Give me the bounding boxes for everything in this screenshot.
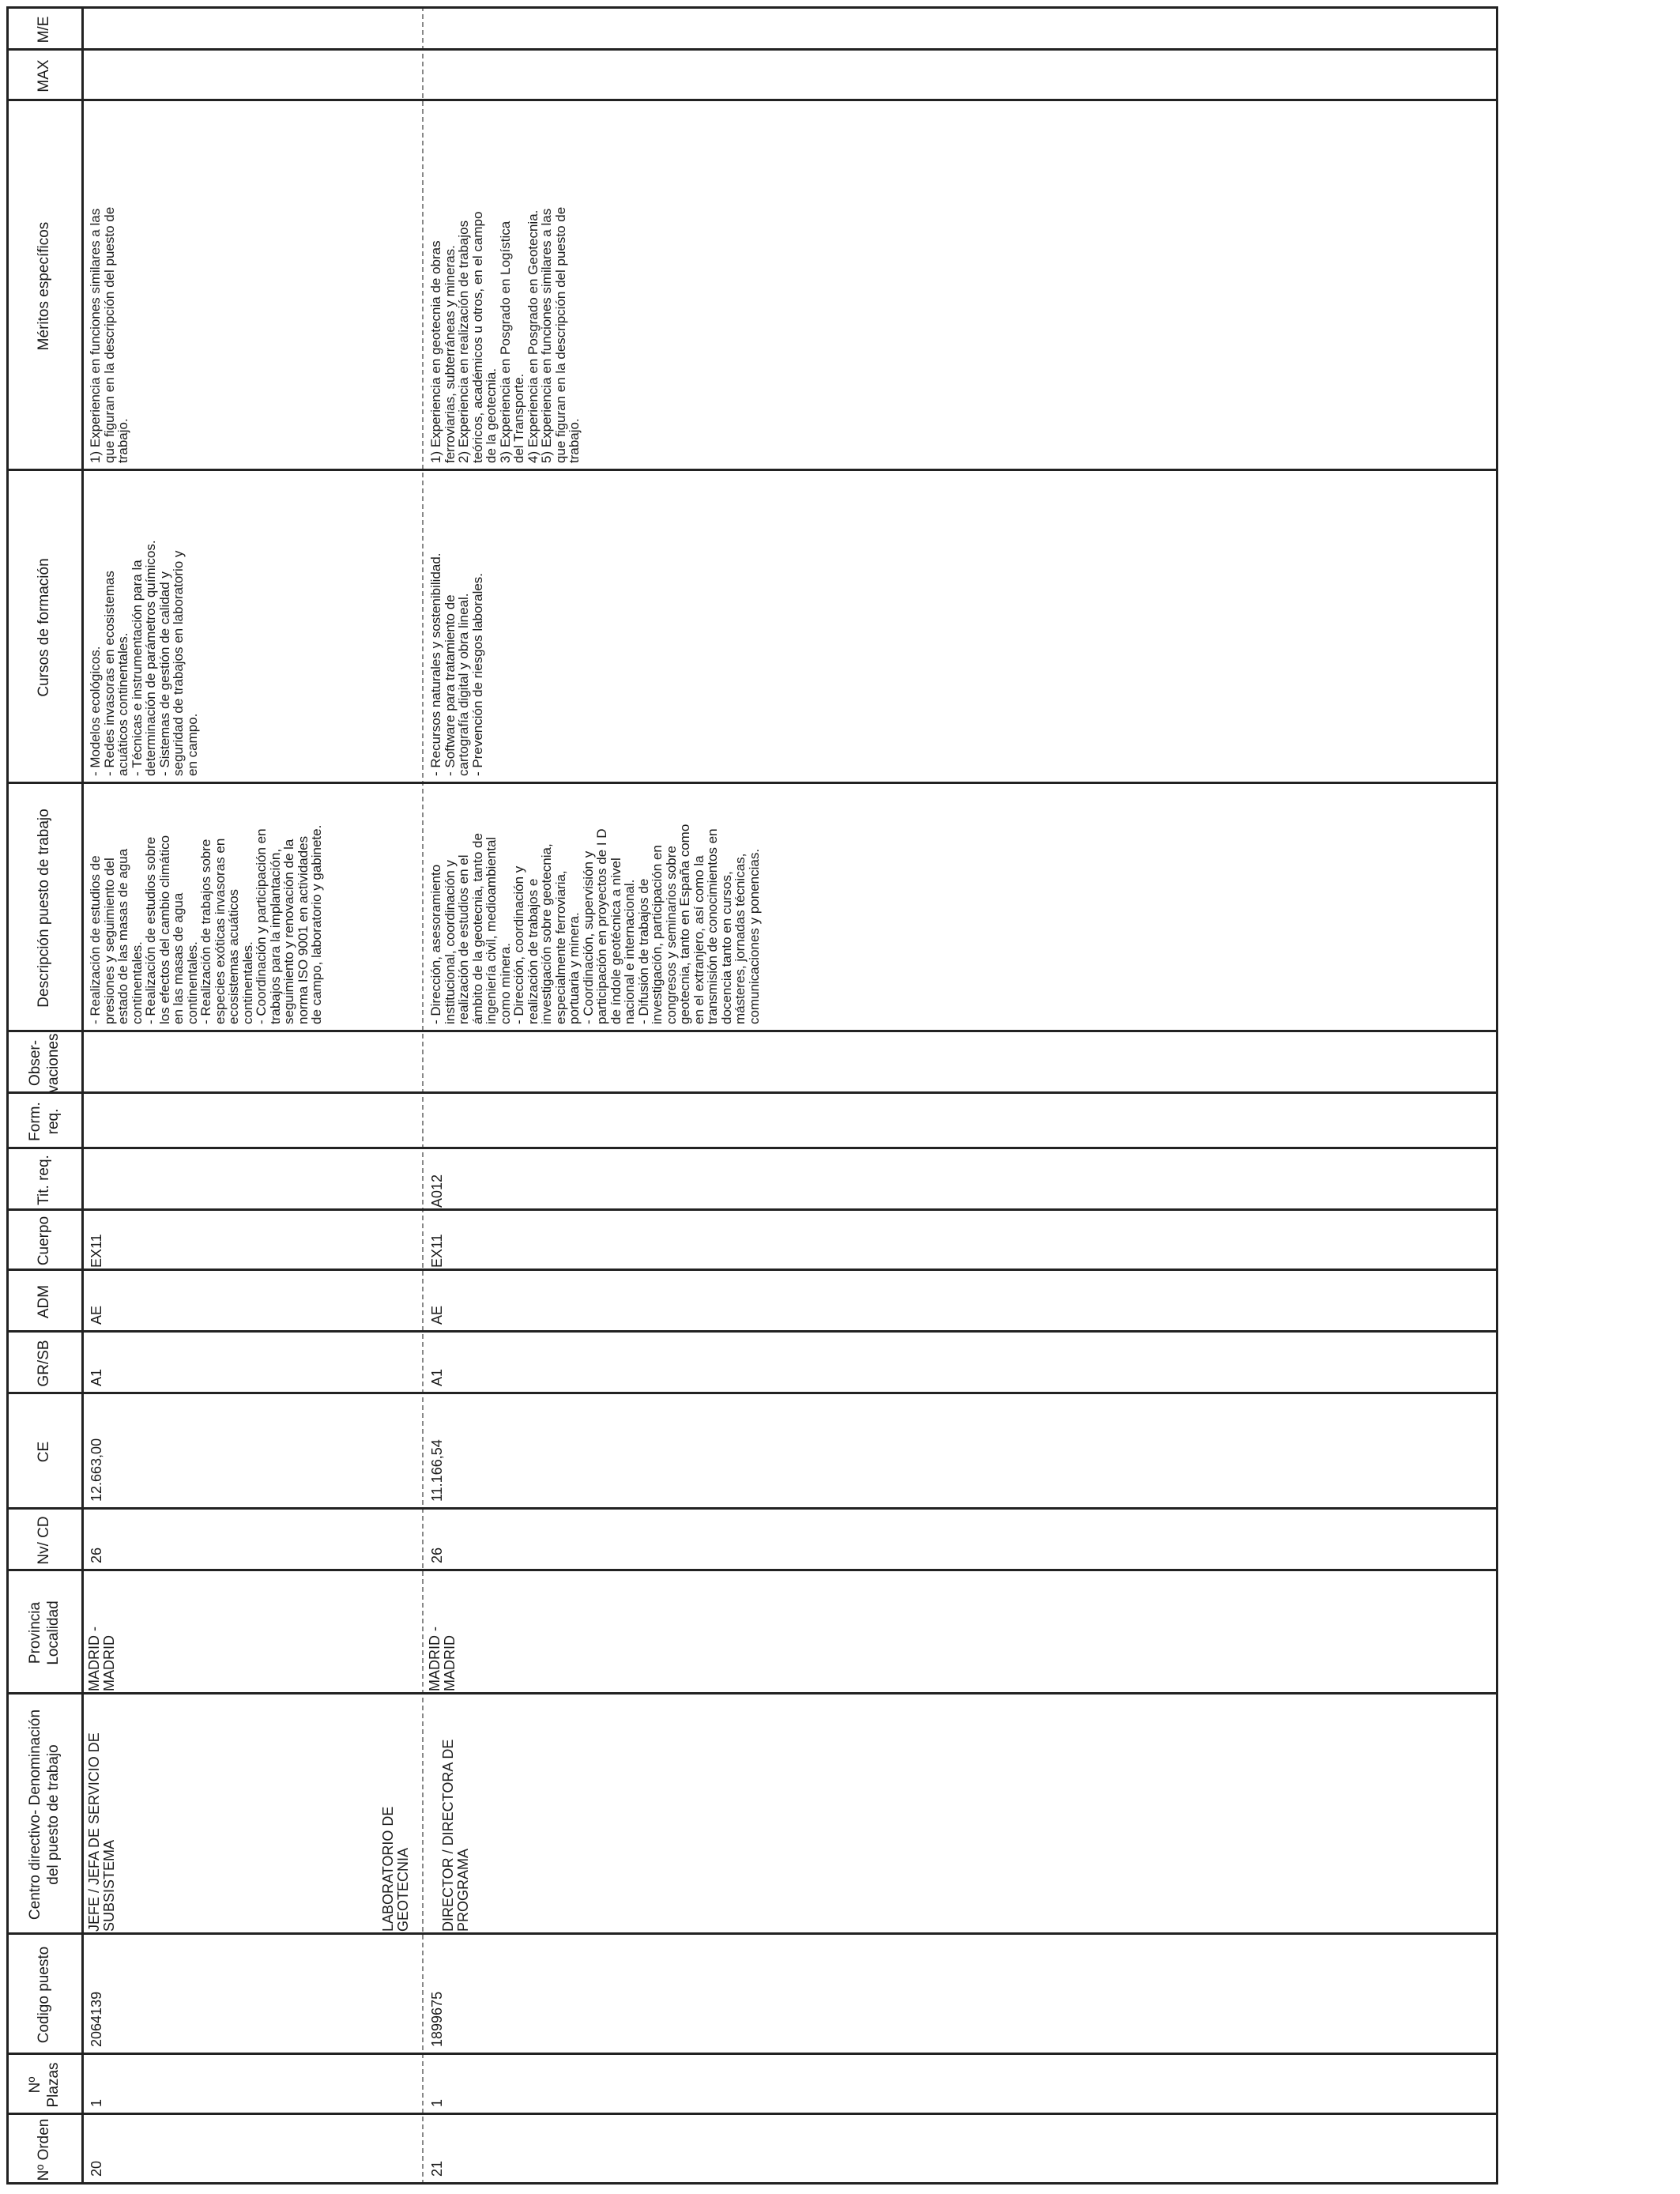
header-centro: Centro directivo- Denominación del puesto de trabajo — [26, 1709, 62, 1921]
header-provincia: Provincia Localidad — [26, 1600, 62, 1665]
header-titulacion: Tit. req. — [36, 1155, 52, 1205]
cell-provincia: MADRID - MADRID — [427, 1627, 458, 1691]
cell-adm: AE — [89, 1305, 104, 1325]
cell-centro: DIRECTOR / DIRECTORA DE PROGRAMA — [440, 1739, 471, 1932]
vacancy-table — [6, 6, 1498, 2185]
cell-grupo: A1 — [89, 1368, 104, 1386]
cell-orden: 20 — [89, 2160, 104, 2177]
cell-centro: JEFE / JEFA DE SERVICIO DE SUBSISTEMA — [86, 1732, 117, 1932]
cell-titulacion: A012 — [429, 1174, 445, 1208]
header-me: M/E — [36, 16, 52, 43]
cell-me — [424, 9, 1496, 51]
cell-max — [424, 51, 1496, 101]
cell-titulacion — [84, 1149, 422, 1211]
cell-centro-unit: LABORATORIO DE GEOTECNIA — [380, 1806, 411, 1932]
cell-orden: 21 — [429, 2160, 445, 2177]
cell-formacion — [84, 1094, 422, 1149]
cell-observaciones — [424, 1032, 1496, 1094]
header-adm: ADM — [36, 1284, 52, 1319]
cell-grupo: A1 — [429, 1368, 445, 1386]
cell-observaciones — [84, 1032, 422, 1094]
header-observaciones: Obser- vaciones — [26, 1033, 62, 1093]
cell-plazas: 1 — [89, 2098, 104, 2107]
cell-descripcion: - Dirección, asesoramiento institucional, coordinación y realización de estudios en el ámbito de la geotecnia, tanto de ingeniería civil, medioambiental como minera. - Dirección, coordinación y realización de trabajos e investigación sobre geotecnia, especialmente ferroviaria, portuaria y minera. - Coordinación, supervisión y participación en proyectos de I D de índole geotécnica a nivel nacional e internacional. - Difusión de trabajos de investigación, participación en congresos y seminarios sobre geotecnia, tanto en España como en el extranjero, así como la transmisión de conocimientos en docencia tanto en cursos, másteres, jornadas técnicas, comunicaciones y ponencias. — [428, 824, 762, 1024]
header-formacion: Form. req. — [26, 1102, 62, 1141]
cell-provincia: MADRID - MADRID — [86, 1627, 117, 1691]
cell-meritos: 1) Experiencia en geotecnia de obras ferroviarias, subterráneas y mineras. 2) Experiencia en realización de trabajos teóricos, académicos u otros, en el campo de la geotecnia. 3) Experiencia en Posgrado en Logística del Transporte. 4) Experiencia en Posgrado en Geotecnia. 5) Experiencia en funciones similares a las que figuran en la descripción del puesto de trabajo. — [428, 206, 582, 463]
header-orden: Nº Orden — [36, 2118, 52, 2181]
cell-ce: 11.166,54 — [429, 1439, 445, 1502]
header-codigo: Codigo puesto — [36, 1946, 52, 2044]
table-bottom-border — [1496, 6, 1498, 2185]
cell-nivel: 26 — [89, 1547, 104, 1563]
cell-nivel: 26 — [429, 1547, 445, 1563]
cell-cuerpo: EX11 — [429, 1234, 445, 1268]
cell-cursos: - Modelos ecológicos. - Redes invasoras en ecosistemas acuáticos continentales. - Técnicas e instrumentación para la determinación de parámetros químicos. - Sistemas de gestión de calidad y seguridad de trabajos en laboratorio y en campo. — [88, 540, 200, 776]
cell-formacion — [424, 1094, 1496, 1149]
cell-plazas: 1 — [429, 2098, 445, 2107]
cell-ce: 12.663,00 — [89, 1438, 104, 1502]
header-ce: CE — [36, 1441, 52, 1463]
cell-cuerpo: EX11 — [89, 1234, 104, 1268]
header-descripcion: Descripción puesto de trabajo — [36, 809, 52, 1008]
cell-cursos: - Recursos naturales y sostenibilidad. - Software para tratamiento de cartografía digital y obra lineal. - Prevención de riesgos laborales. — [428, 552, 485, 776]
cell-meritos: 1) Experiencia en funciones similares a las que figuran en la descripción del puesto de trabajo. — [88, 206, 130, 463]
header-cursos: Cursos de formación — [36, 558, 52, 697]
cell-descripcion: - Realización de estudios de presiones y seguimiento del estado de las masas de agua continentales. - Realización de estudios sobre los efectos del cambio climático en las masas de agua continentales. - Realización de trabajos sobre especies exóticas invasoras en ecosistemas acuáticos continentales. - Coordinación y participación en trabajos para la implantación, seguimiento y renovación de la norma ISO 9001 en actividades de campo, laboratorio y gabinete. — [88, 824, 324, 1024]
header-plazas: Nº Plazas — [26, 2062, 62, 2108]
cell-max — [84, 51, 422, 101]
cell-codigo: 1899675 — [429, 1991, 445, 2047]
header-max: MAX — [36, 59, 52, 92]
cell-adm: AE — [429, 1305, 445, 1325]
header-grupo: GR/SB — [36, 1340, 52, 1387]
header-cuerpo: Cuerpo — [36, 1216, 52, 1266]
header-meritos: Méritos específicos — [36, 221, 52, 351]
cell-codigo: 2064139 — [89, 1991, 104, 2047]
cell-me — [84, 9, 422, 51]
header-nivel: Nv/ CD — [36, 1516, 52, 1565]
